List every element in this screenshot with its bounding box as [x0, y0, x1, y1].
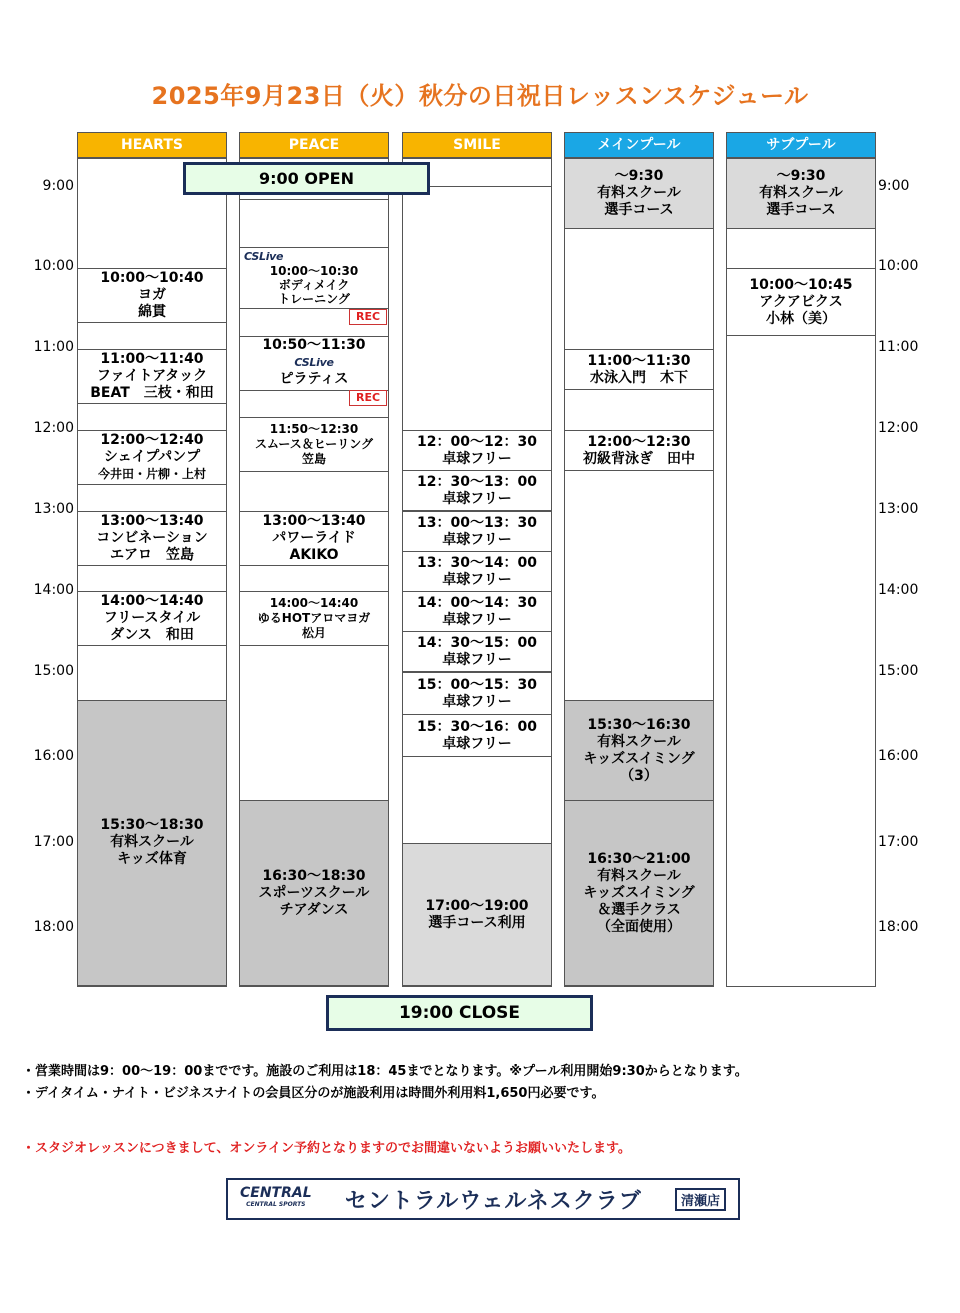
lesson-name: （3）: [620, 767, 658, 784]
lesson-time: 13:00〜13:40: [100, 513, 204, 529]
lesson-name: 初級背泳ぎ 田中: [583, 450, 695, 467]
lesson-name: 卓球フリー: [442, 611, 512, 628]
time-label: 13:00: [33, 501, 74, 517]
lesson-name: 卓球フリー: [442, 450, 512, 467]
divider: [240, 199, 388, 200]
lesson-name: 卓球フリー: [442, 651, 512, 668]
lesson-time: 〜9:30: [614, 168, 664, 184]
lesson-time: 14：30〜15：00: [417, 634, 537, 651]
lesson-name: ボディメイク: [278, 278, 350, 292]
time-label: 13:00: [878, 501, 919, 517]
lesson-slot[interactable]: [403, 631, 551, 672]
rec-badge: REC: [349, 390, 387, 406]
lesson-instructor: 笠島: [301, 452, 326, 466]
lesson-name: （全面使用）: [597, 918, 681, 935]
lesson-slot[interactable]: [240, 800, 388, 986]
column-header-sub-pool: サブプール: [726, 132, 876, 158]
lesson-time: 12:00〜12:30: [587, 433, 691, 450]
lesson-name: キッズスイミング: [583, 750, 695, 767]
lesson-name: パワーライド: [272, 530, 356, 546]
lesson-instructor: 今井田・片柳・上村: [97, 467, 206, 481]
time-label: 11:00: [878, 339, 919, 355]
lesson-time: 11:00〜11:30: [587, 352, 691, 369]
column-header-smile: SMILE: [402, 132, 552, 158]
logo-mark-sub: CENTRAL SPORTS: [246, 1201, 306, 1208]
lesson-slot[interactable]: [565, 800, 713, 986]
lesson-name: 卓球フリー: [442, 531, 512, 548]
lesson-time: 12:00〜12:40: [100, 432, 204, 448]
lesson-instructor: BEAT 三枝・和田: [90, 385, 214, 401]
lesson-name: チアダンス: [279, 901, 349, 918]
lesson-name: 有料スクール: [759, 185, 843, 201]
time-label: 14:00: [33, 582, 74, 598]
lesson-slot[interactable]: [403, 714, 551, 757]
lesson-slot[interactable]: [403, 843, 551, 986]
lesson-slot[interactable]: [403, 551, 551, 592]
lesson-time: 10:00〜10:30: [269, 264, 359, 278]
lesson-instructor: AKIKO: [289, 547, 339, 563]
column-header-main-pool: メインプール: [564, 132, 714, 158]
lesson-slot[interactable]: [78, 511, 226, 566]
central-logo-icon: [240, 1187, 312, 1211]
lesson-name: ゆるHOTアロマヨガ: [257, 611, 371, 625]
time-label: 15:00: [33, 663, 74, 679]
lesson-name: トレーニング: [278, 292, 350, 306]
lesson-time: 16:30〜18:30: [262, 867, 366, 884]
lesson-slot[interactable]: [78, 268, 226, 323]
lesson-instructor: ダンス 和田: [110, 627, 194, 643]
time-label: 10:00: [33, 258, 74, 274]
time-label: 18:00: [33, 919, 74, 935]
note-hours: ・営業時間は9：00〜19：00までです。施設のご利用は18：45までとなります。※プール利用開始9:30からとなります。: [22, 1064, 748, 1079]
lesson-slot[interactable]: [240, 417, 388, 472]
time-label: 9:00: [878, 178, 910, 194]
lesson-time: 15:30〜18:30: [100, 817, 204, 833]
lesson-time: 14:00〜14:40: [100, 593, 204, 609]
column-peace: [239, 158, 389, 987]
lesson-time: 12：30〜13：00: [417, 473, 537, 490]
club-logo: [226, 1178, 740, 1220]
lesson-time: 15：30〜16：00: [417, 719, 537, 735]
lesson-time: 11:00〜11:40: [100, 351, 204, 367]
lesson-slot[interactable]: [403, 672, 551, 715]
lesson-slot[interactable]: [78, 700, 226, 986]
lesson-time: 17:00〜19:00: [425, 897, 529, 914]
lesson-slot[interactable]: [78, 591, 226, 646]
lesson-name: スポーツスクール: [258, 884, 370, 901]
lesson-time: 13：30〜14：00: [417, 554, 537, 571]
column-sub-pool: [726, 158, 876, 987]
lesson-name: 選手コース: [766, 202, 836, 218]
lesson-instructor: 小林（美）: [766, 310, 836, 327]
branch-name: 清瀬店: [675, 1188, 726, 1211]
lesson-slot[interactable]: [240, 591, 388, 646]
lesson-name: 卓球フリー: [442, 736, 512, 752]
time-label: 12:00: [33, 420, 74, 436]
lesson-name: ＆選手クラス: [597, 901, 681, 918]
note-reservation: ・スタジオレッスンにつきまして、オンライン予約となりますのでお間違いないようお願いいたします。: [22, 1141, 631, 1156]
lesson-name: 選手コース利用: [428, 914, 526, 931]
lesson-slot[interactable]: [403, 591, 551, 632]
lesson-slot[interactable]: [403, 511, 551, 552]
lesson-instructor: エアロ 笠島: [110, 547, 194, 563]
lesson-name: 有料スクール: [597, 733, 681, 750]
column-smile: [402, 158, 552, 987]
lesson-time: 15：00〜15：30: [417, 676, 537, 693]
club-name: セントラルウェルネスクラブ: [344, 1188, 642, 1214]
lesson-name: 卓球フリー: [442, 490, 512, 507]
lesson-slot[interactable]: [78, 430, 226, 485]
lesson-slot[interactable]: [565, 349, 713, 390]
logo-mark-text: CENTRAL: [240, 1185, 312, 1201]
time-label: 11:00: [33, 339, 74, 355]
lesson-name: キッズ体育: [117, 851, 187, 867]
time-label: 15:00: [878, 663, 919, 679]
time-label: 12:00: [878, 420, 919, 436]
time-label: 17:00: [33, 834, 74, 850]
lesson-name: スムース＆ヒーリング: [254, 437, 374, 451]
lesson-slot[interactable]: [565, 159, 713, 229]
open-banner: 9:00 OPEN: [183, 162, 430, 195]
lesson-slot[interactable]: [240, 511, 388, 566]
time-label: 16:00: [33, 748, 74, 764]
lesson-slot[interactable]: [403, 470, 551, 511]
time-label: 14:00: [878, 582, 919, 598]
cslive-logo-icon: CSLive: [294, 356, 334, 369]
lesson-time: 14:00〜14:40: [269, 596, 359, 610]
lesson-name: 卓球フリー: [442, 693, 512, 710]
time-label: 18:00: [878, 919, 919, 935]
lesson-time: 〜9:30: [776, 168, 826, 184]
lesson-slot[interactable]: [240, 336, 388, 391]
column-header-peace: PEACE: [239, 132, 389, 158]
lesson-instructor: 松月: [301, 626, 326, 640]
lesson-slot[interactable]: [403, 430, 551, 471]
lesson-name: ヨガ: [138, 287, 166, 303]
lesson-time: 16:30〜21:00: [587, 850, 691, 867]
note-fee: ・デイタイム・ナイト・ビジネスナイトの会員区分のが施設利用は時間外利用料1,650円必要です。: [22, 1086, 605, 1101]
time-label: 9:00: [42, 178, 74, 194]
lesson-time: 11:50〜12:30: [269, 422, 359, 436]
rec-badge: REC: [349, 309, 387, 325]
lesson-time: 14：00〜14：30: [417, 594, 537, 611]
cslive-logo-icon: CSLive: [244, 250, 284, 263]
page-title: 2025年9月23日（火）秋分の日祝日レッスンスケジュール: [151, 82, 809, 110]
lesson-time: 10:00〜10:40: [100, 270, 204, 286]
lesson-slot[interactable]: [727, 268, 875, 336]
lesson-slot[interactable]: [565, 430, 713, 471]
lesson-name: 水泳入門 木下: [590, 369, 688, 386]
lesson-name: コンビネーション: [96, 530, 208, 546]
time-label: 10:00: [878, 258, 919, 274]
column-main-pool: [564, 158, 714, 987]
lesson-name: キッズスイミング: [583, 884, 695, 901]
lesson-name: 有料スクール: [597, 185, 681, 201]
lesson-time: 10:00〜10:45: [749, 276, 853, 293]
column-header-hearts: HEARTS: [77, 132, 227, 158]
time-label: 16:00: [878, 748, 919, 764]
lesson-slot[interactable]: [565, 700, 713, 801]
lesson-name: フリースタイル: [103, 610, 201, 626]
lesson-name: ファイトアタック: [96, 368, 208, 384]
lesson-time: 15:30〜16:30: [587, 716, 691, 733]
lesson-name: 選手コース: [604, 202, 674, 218]
lesson-name: シェイプパンプ: [103, 449, 201, 465]
lesson-slot[interactable]: [240, 247, 388, 309]
lesson-name: 有料スクール: [597, 867, 681, 884]
lesson-name: ピラティス: [279, 371, 349, 387]
lesson-name: 有料スクール: [110, 834, 194, 850]
lesson-name: 卓球フリー: [442, 571, 512, 588]
lesson-slot[interactable]: [78, 349, 226, 404]
lesson-instructor: 綿貫: [138, 304, 166, 320]
lesson-time: 13：00〜13：30: [417, 514, 537, 531]
lesson-time: 13:00〜13:40: [262, 513, 366, 529]
lesson-time: 12：00〜12：30: [417, 433, 537, 450]
lesson-name: アクアビクス: [759, 293, 843, 310]
close-banner: 19:00 CLOSE: [326, 995, 593, 1031]
time-label: 17:00: [878, 834, 919, 850]
lesson-slot[interactable]: [727, 159, 875, 229]
column-hearts: [77, 158, 227, 987]
lesson-time: 10:50〜11:30: [262, 337, 366, 353]
